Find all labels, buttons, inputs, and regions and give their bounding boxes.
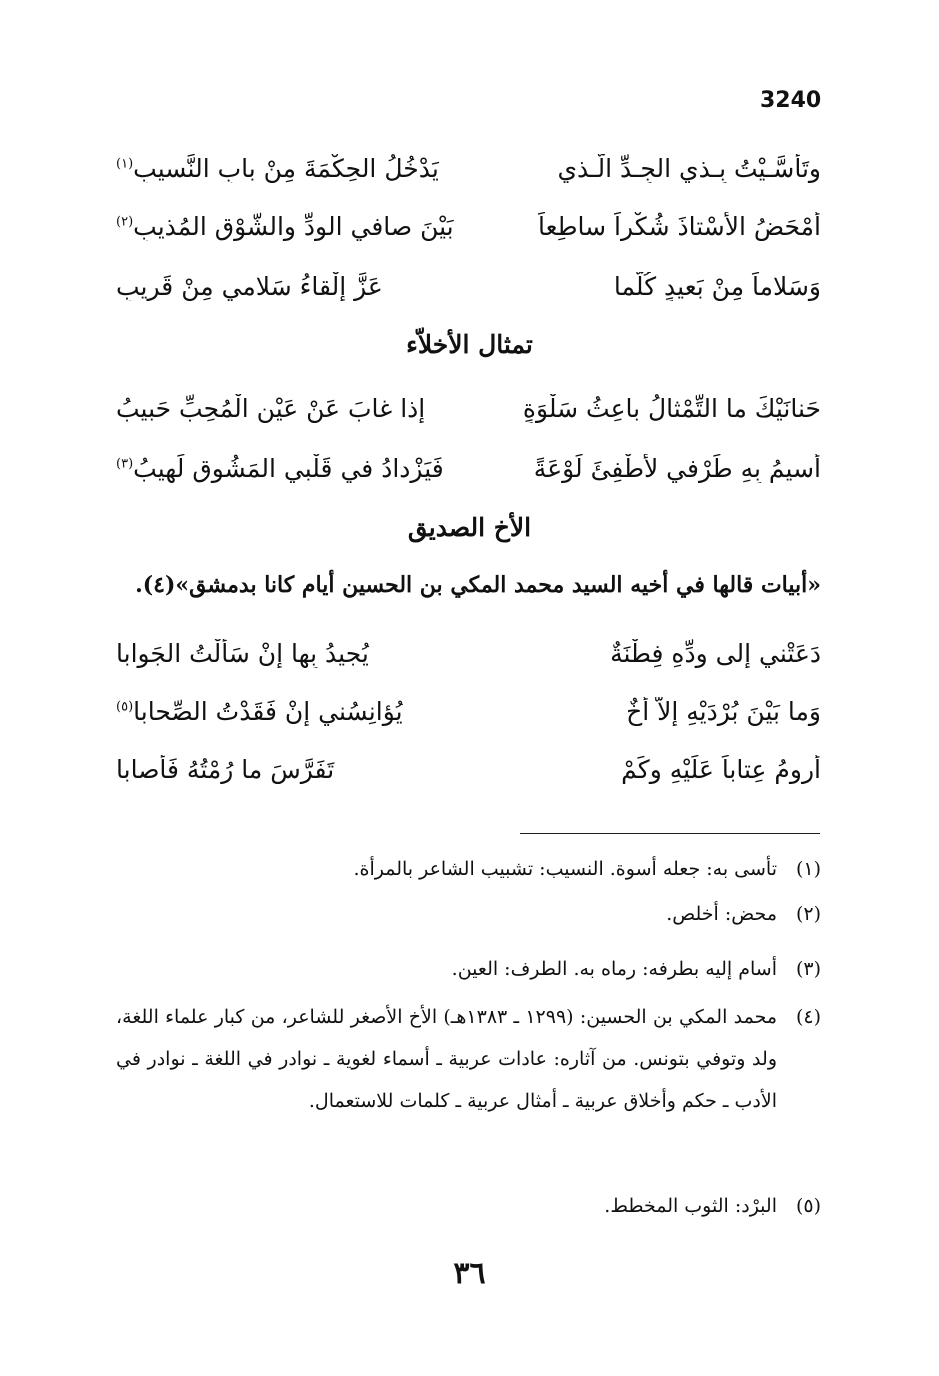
verse-text: إذا غابَ عَنْ عَيْنِ الْمُحِبِّ حَبيبُ xyxy=(116,393,426,423)
footnote xyxy=(116,1185,821,1227)
footnote xyxy=(116,996,821,1122)
verse-first-hemistich: وَسَلاماً مِنْ بَعيدٍ كُلَّما xyxy=(613,271,821,301)
verse-text: يُجيدُ بِها إنْ سَأَلْتُ الجَوابا xyxy=(116,638,369,668)
page-number: ٣٦ xyxy=(453,1256,486,1291)
footnote-number: (٣) xyxy=(795,958,821,980)
verse-first-hemistich: أُسيمُ بِهِ طَرْفي لأُطْفِئَ لَوْعَةً xyxy=(533,453,821,483)
verse-text: فَيَزْدادُ في قَلْبي المَشُوقِ لَهيبُ xyxy=(133,453,444,483)
verse-second-hemistich xyxy=(116,639,456,668)
footnote-marker: (٣) xyxy=(116,456,134,472)
footnote-text: البرْد: الثوب المخطط. xyxy=(604,1195,777,1217)
verse-text: عَزَّ إلْقاءُ سَلامي مِنْ قَريبِ xyxy=(116,271,383,301)
verse-second-hemistich xyxy=(116,272,456,301)
footnote-number: (٢) xyxy=(795,903,821,925)
verse-first-hemistich: أَرومُ عِتاباً عَلَيْهِ وكَمْ xyxy=(621,754,821,784)
verse-text: بَيْنَ صافي الودِّ والشَّوْقِ المُذيبِ xyxy=(133,211,454,241)
verse-first-hemistich: حَنانَيْكَ ما التِّمْثالُ باعِثُ سَلْوَةٍ xyxy=(522,393,821,423)
verse-line xyxy=(116,263,821,309)
verse-second-hemistich xyxy=(116,454,456,483)
verse-text: يَدْخُلُ الحِكْمَةَ مِنْ بابِ النَّسيبِ xyxy=(133,153,439,183)
footnote-number: (٥) xyxy=(795,1195,821,1217)
footnote-marker: (٢) xyxy=(116,214,134,230)
verse-second-hemistich xyxy=(116,394,456,423)
section-heading: تمثال الأخلاّء xyxy=(406,330,533,359)
footnote-text: تأسى به: جعله أسوة. النسيب: تشبيب الشاعر بالمرأة. xyxy=(353,858,777,880)
verse-line xyxy=(116,385,821,431)
footnote-number: (١) xyxy=(795,858,821,880)
footnote-text: محض: أخلص. xyxy=(666,903,777,925)
footnote-number: (٤) xyxy=(795,1006,821,1028)
verse-line xyxy=(116,445,821,491)
verse-first-hemistich: وتَأَسَّـيْتُ بِـذي الجِـدِّ الَّـذي xyxy=(557,153,821,183)
verse-first-hemistich: أَمْحَضُ الأُسْتاذَ شُكْراً ساطِعاً xyxy=(537,211,821,241)
verse-second-hemistich xyxy=(116,154,456,183)
footnote-text: محمد المكي بن الحسين: (١٢٩٩ ـ ١٣٨٣هـ) الأخ الأصغر للشاعر، من كبار علماء اللغة، ولد وتوفي بتونس. من آثاره: عادات عربية ـ أسماء لغوية ـ نوادر في اللغة ـ نوادر في الأدب ـ حكم وأخلاق عربية ـ أمثال عربية ـ كلمات للاستعمال. xyxy=(116,1006,778,1112)
verse-second-hemistich xyxy=(116,755,456,784)
page-reference-number: 3240 xyxy=(760,88,822,113)
verse-text: تَفَرَّسَ ما رُمْتُهُ فَأَصابا xyxy=(116,754,335,784)
footnote-marker: (١) xyxy=(116,156,134,172)
verse-first-hemistich: دَعَتْني إلى وِدِّهِ فِطْنَةٌ xyxy=(610,638,821,668)
footnote-marker: (٥) xyxy=(116,699,134,715)
verse-first-hemistich: وَما بَيْنَ بُرْدَيْهِ إلاَّ أَخٌ xyxy=(626,696,821,726)
footnote xyxy=(116,848,821,890)
verse-text: يُؤانِسُني إنْ فَقَدْتُ الصِّحابا xyxy=(133,696,403,726)
section-intro: «أبيات قالها في أخيه السيد محمد المكي بن الحسين أيام كانا بدمشق»(٤). xyxy=(135,572,821,598)
verse-line xyxy=(116,203,821,249)
verse-line xyxy=(116,746,821,792)
verse-line xyxy=(116,145,821,191)
verse-second-hemistich xyxy=(116,697,456,726)
verse-line xyxy=(116,688,821,734)
footnote-text: أسام إليه بطرفه: رماه به. الطرف: العين. xyxy=(451,958,777,980)
verse-line xyxy=(116,630,821,676)
section-heading: الأخ الصديق xyxy=(407,513,532,542)
footnote xyxy=(116,893,821,935)
footnote-divider xyxy=(520,833,820,834)
footnote xyxy=(116,948,821,990)
verse-second-hemistich xyxy=(116,212,456,241)
